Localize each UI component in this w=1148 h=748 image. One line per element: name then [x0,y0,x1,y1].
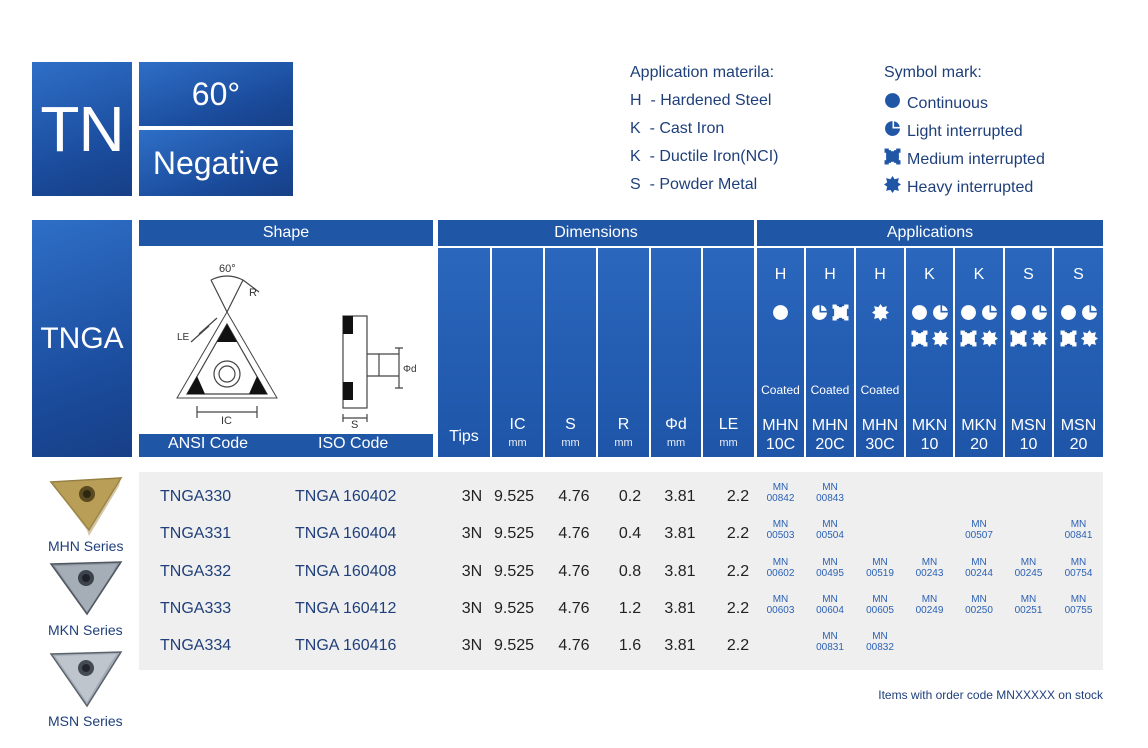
heavy-interrupted-icon [932,330,949,352]
insert-drawing [139,248,433,434]
le-cell: 2.2 [726,524,750,542]
grade-code: MHN 30C [861,417,899,453]
medium-interrupted-icon [1010,330,1027,352]
dim-column-header [651,248,701,457]
light-interrupted-icon [981,304,998,326]
application-letter: K [924,266,935,283]
medium-interrupted-icon [832,304,849,326]
d-cell: 3.81 [664,599,696,617]
symbol-legend [884,62,1045,202]
light-interrupted-icon [884,120,901,144]
heavy-interrupted-icon [981,330,998,352]
order-code-cell[interactable]: MN 00842 [766,482,795,504]
symbol-legend-item: Light interrupted [884,118,1045,146]
application-symbols [757,304,804,326]
application-legend-item: S - Powder Metal [630,176,758,193]
application-letter: S [1023,266,1034,283]
grade-code: MKN 20 [961,417,997,453]
continuous-icon [960,304,977,326]
order-code-cell[interactable]: MN 00754 [1064,557,1093,579]
light-interrupted-icon [1081,304,1098,326]
ansi-code-header: ANSI Code [168,435,249,452]
application-letter: K [973,266,985,283]
diagram-le-label: LE [177,332,190,343]
iso-code-cell: TNGA 160402 [295,487,397,505]
application-column-header [955,248,1003,457]
tips-cell: 3N [461,636,483,654]
medium-interrupted-icon [911,330,928,352]
rake-label: Negative [152,144,280,181]
order-code-cell[interactable]: MN 00244 [965,557,993,579]
application-letter: H [824,266,836,283]
grade-code: MSN 10 [1010,417,1047,453]
series-label-mkn: MKN Series [48,622,123,638]
order-code-cell[interactable]: MN 00250 [965,594,993,616]
application-letter: H [774,266,787,283]
tips-cell: 3N [461,524,483,542]
mhn-insert-image [47,472,125,536]
ic-cell: 9.525 [493,636,535,654]
symbol-legend-item: Medium interrupted [884,146,1045,174]
iso-code-cell: TNGA 160412 [295,599,397,617]
s-cell: 4.76 [558,487,590,505]
order-code-cell[interactable]: MN 00831 [816,631,844,653]
application-column-header [1005,248,1052,457]
ansi-code-cell: TNGA331 [160,524,232,542]
application-legend-title: Application materila: [630,64,775,81]
angle-box [139,62,293,126]
heavy-interrupted-icon [872,304,889,326]
product-name-box [32,220,132,457]
dim-column-header [598,248,649,457]
product-name: TNGA [40,321,124,355]
iso-code-header: ISO Code [318,435,389,452]
r-cell: 1.6 [618,636,642,654]
dim-column-label: Tips [449,428,479,445]
table-row [139,515,1103,552]
application-letter: S [1073,266,1084,283]
light-interrupted-icon [1031,304,1048,326]
shape-header: Shape [139,220,433,246]
grade-code: MHN 20C [811,417,849,453]
shape-diagram [139,248,433,434]
r-cell: 0.8 [618,562,642,580]
application-legend-item: K - Cast Iron [630,120,725,137]
dim-column-header [438,248,490,457]
application-column-header [1054,248,1103,457]
series-label-msn: MSN Series [48,713,123,729]
series-code: TN [40,93,124,165]
applications-header: Applications [757,220,1103,246]
application-column-header [906,248,953,457]
application-symbols [1005,304,1052,352]
continuous-icon [1010,304,1027,326]
order-code-cell[interactable]: MN 00243 [915,557,944,579]
application-legend-item: H - Hardened Steel [630,92,772,109]
le-cell: 2.2 [726,599,750,617]
table-row [139,478,1103,515]
application-symbols [806,304,854,326]
grade-code: MHN 10C [762,417,799,453]
le-cell: 2.2 [726,636,750,654]
dim-column-header [545,248,596,457]
order-code-cell[interactable]: MN 00495 [816,557,844,579]
ic-cell: 9.525 [493,562,535,580]
ansi-code-cell: TNGA333 [160,599,232,617]
footer-note: Items with order code MNXXXXX on stock [878,688,1103,702]
r-cell: 0.2 [618,487,642,505]
application-symbols [955,304,1003,352]
grade-code: MKN 10 [911,417,948,453]
tips-cell: 3N [461,487,483,505]
dimensions-header: Dimensions [438,220,754,246]
order-code-cell[interactable]: MN 00602 [766,557,795,579]
medium-interrupted-icon [960,330,977,352]
diagram-ic-label: IC [221,415,232,427]
heavy-interrupted-icon [884,176,901,200]
dim-column-label: S mm [561,416,580,449]
application-letter: H [874,266,886,283]
symbol-legend-item: Heavy interrupted [884,174,1045,202]
order-code-cell[interactable]: MN 00755 [1064,594,1093,616]
iso-code-cell: TNGA 160416 [295,636,397,654]
angle-label: 60° [191,75,241,112]
continuous-icon [1060,304,1077,326]
table-row [139,590,1103,627]
continuous-icon [772,304,789,326]
symbol-legend-item: Continuous [884,90,1045,118]
application-legend [630,62,778,202]
order-code-cell[interactable]: MN 00251 [1014,594,1043,616]
coated-label: Coated [810,383,850,397]
r-cell: 1.2 [618,599,642,617]
application-legend-item: K - Ductile Iron(NCI) [630,148,779,165]
order-code-cell[interactable]: MN 00843 [816,482,844,504]
dim-column-label: IC mm [508,416,527,449]
order-code-cell[interactable]: MN 00841 [1064,519,1093,541]
r-cell: 0.4 [618,524,642,542]
dim-column-header [492,248,543,457]
series-panel [40,472,132,732]
diagram-s-label: S [351,419,359,431]
order-code-cell[interactable]: MN 00504 [816,519,844,541]
le-cell: 2.2 [726,562,750,580]
diagram-r-label: R [249,287,257,299]
medium-interrupted-icon [884,148,901,172]
symbol-legend-title: Symbol mark: [884,64,982,81]
light-interrupted-icon [932,304,949,326]
tips-cell: 3N [461,562,483,580]
le-cell: 2.2 [726,487,750,505]
continuous-icon [911,304,928,326]
coated-label: Coated [761,383,800,397]
order-code-cell[interactable]: MN 00249 [915,594,944,616]
application-symbols [856,304,904,326]
dim-column-label: LE mm [718,416,739,449]
ansi-code-cell: TNGA332 [160,562,232,580]
order-code-cell[interactable]: MN 00604 [816,594,844,616]
series-label-mhn: MHN Series [48,538,124,554]
order-code-cell[interactable]: MN 00519 [866,557,894,579]
s-cell: 4.76 [558,562,590,580]
diagram-d-label: Φd [403,364,417,375]
ansi-code-cell: TNGA330 [160,487,232,505]
order-code-cell[interactable]: MN 00507 [965,519,993,541]
application-column-header [856,248,904,457]
d-cell: 3.81 [664,562,696,580]
order-code-cell[interactable]: MN 00503 [766,519,795,541]
table-row [139,553,1103,590]
s-cell: 4.76 [558,524,590,542]
d-cell: 3.81 [664,636,696,654]
ansi-code-cell: TNGA334 [160,636,232,654]
coated-label: Coated [860,383,900,397]
iso-code-cell: TNGA 160404 [295,524,397,542]
d-cell: 3.81 [664,487,696,505]
s-cell: 4.76 [558,636,590,654]
light-interrupted-icon [811,304,828,326]
diagram-angle-label: 60° [219,263,236,275]
continuous-icon [884,92,901,116]
dim-column-label: R mm [614,416,633,449]
tips-cell: 3N [461,599,483,617]
rake-box [139,130,293,196]
heavy-interrupted-icon [1081,330,1098,352]
msn-insert-image [47,646,125,710]
heavy-interrupted-icon [1031,330,1048,352]
application-symbols [906,304,953,352]
dim-column-label: Φd mm [665,416,687,449]
d-cell: 3.81 [664,524,696,542]
order-code-cell[interactable]: MN 00605 [866,594,894,616]
ic-cell: 9.525 [493,487,535,505]
ic-cell: 9.525 [493,524,535,542]
application-column-header [757,248,804,457]
iso-code-cell: TNGA 160408 [295,562,397,580]
mkn-insert-image [47,556,125,620]
ic-cell: 9.525 [493,599,535,617]
grade-code: MSN 20 [1060,417,1097,453]
s-cell: 4.76 [558,599,590,617]
application-symbols [1054,304,1103,352]
table-row [139,627,1103,664]
order-code-cell[interactable]: MN 00603 [766,594,795,616]
application-column-header [806,248,854,457]
order-code-cell[interactable]: MN 00245 [1014,557,1043,579]
series-code-box [32,62,132,196]
code-header-bar [139,434,433,457]
medium-interrupted-icon [1060,330,1077,352]
order-code-cell[interactable]: MN 00832 [866,631,894,653]
dim-column-header [703,248,754,457]
